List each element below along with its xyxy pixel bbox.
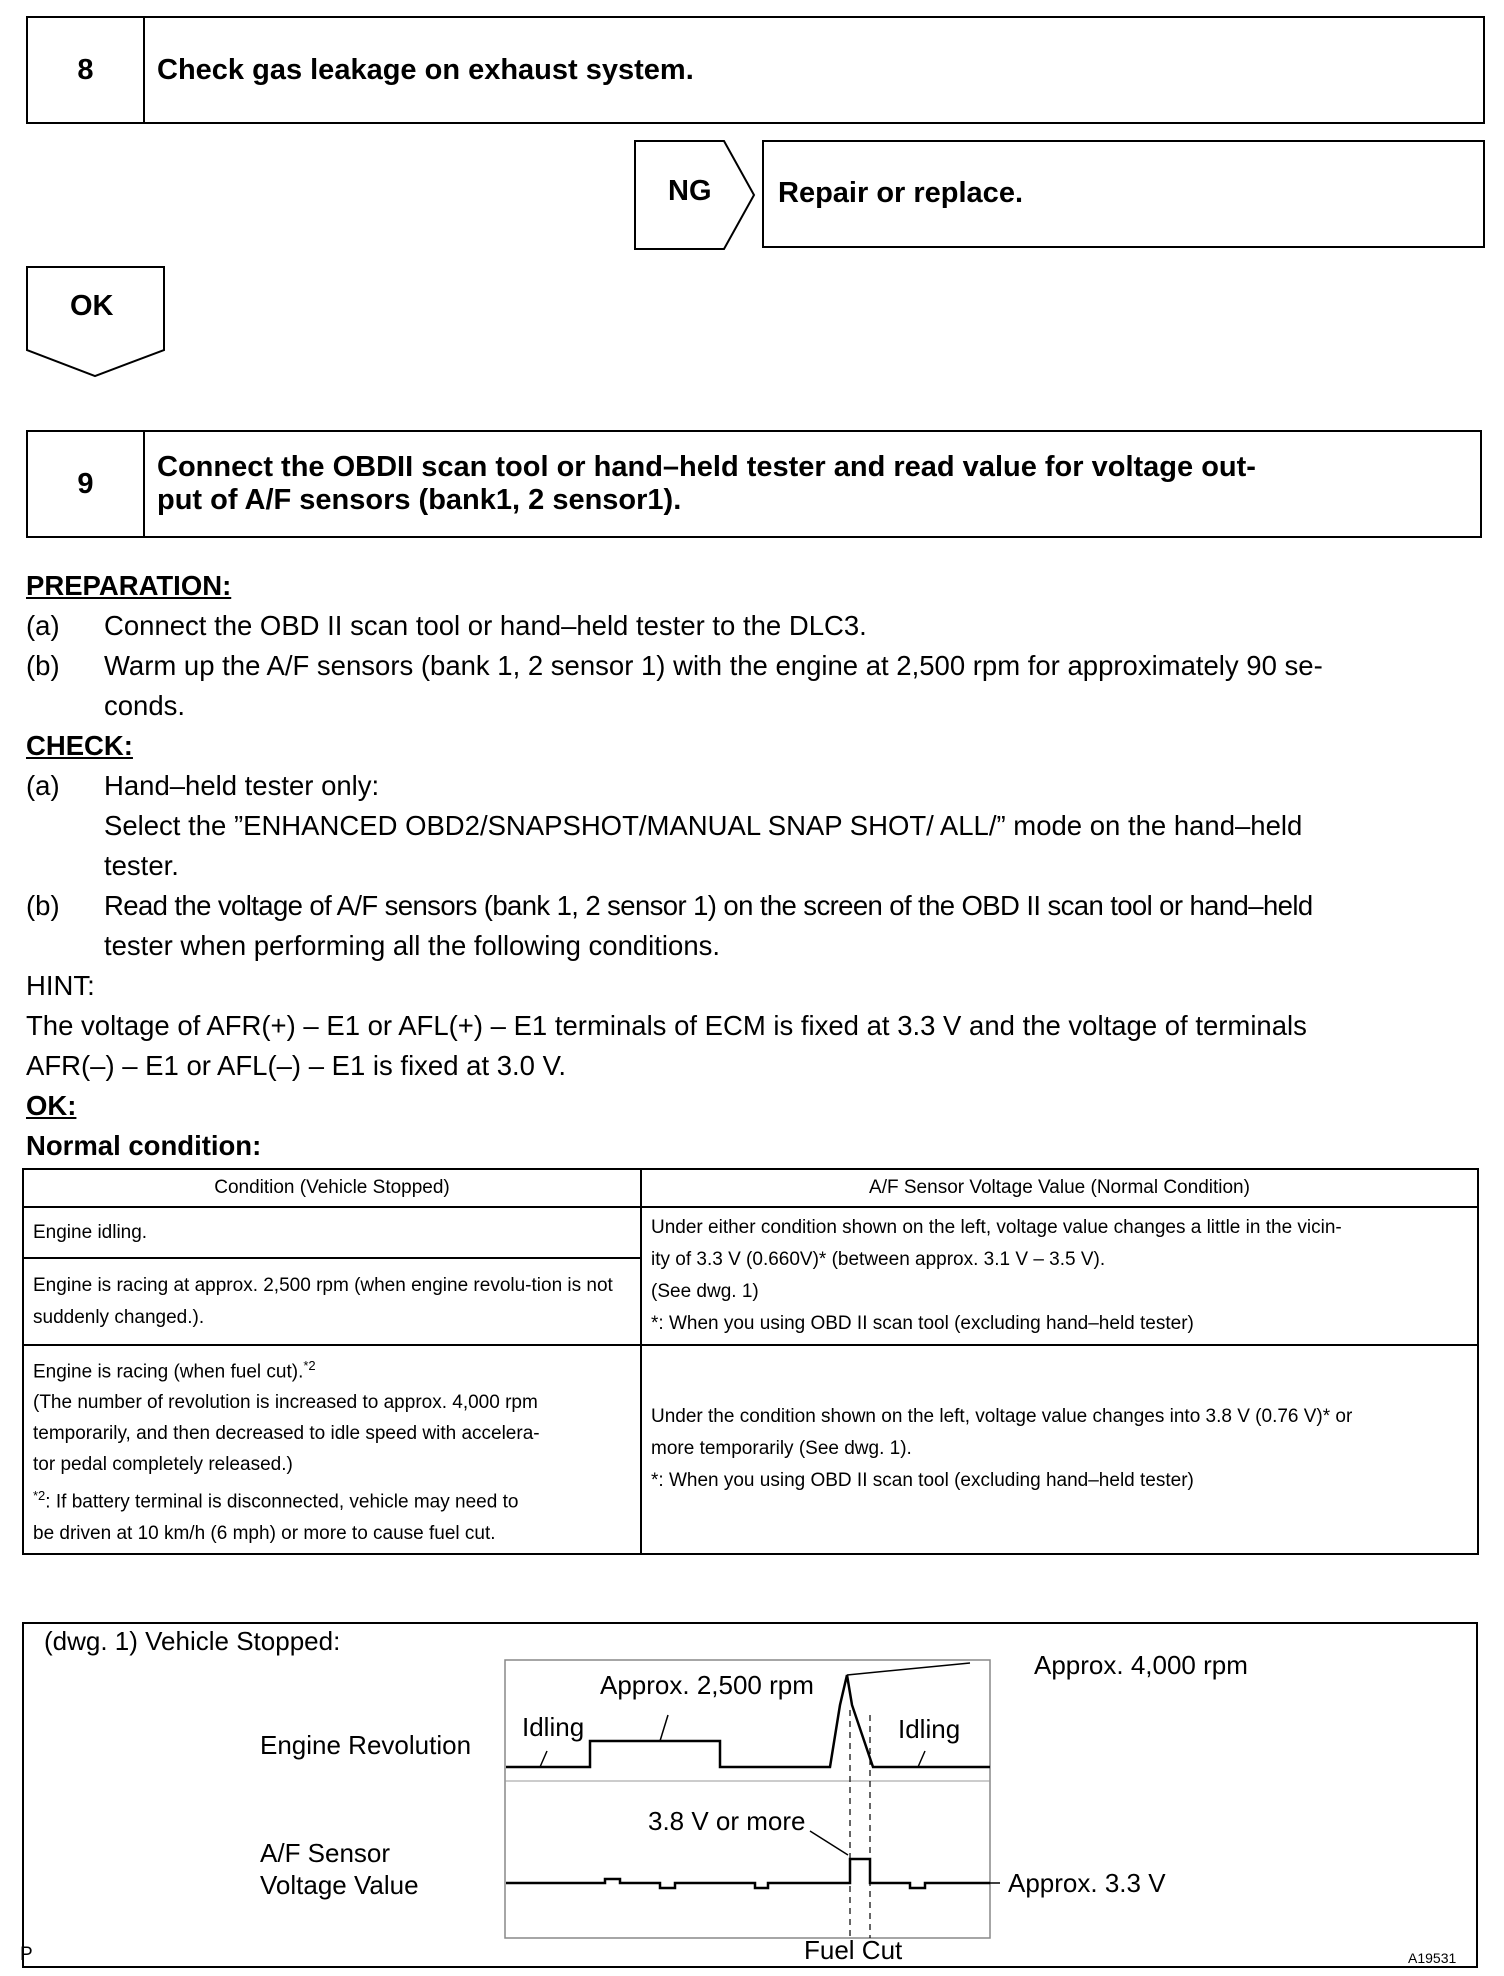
item-text — [104, 606, 1486, 646]
table-cell: Engine idling. — [23, 1207, 641, 1258]
fuel-cut-label: Fuel Cut — [804, 1935, 903, 1965]
engine-revolution-label: Engine Revolution — [260, 1730, 472, 1760]
step-number: 9 — [28, 432, 145, 536]
figure-id: A19531 — [1408, 1950, 1457, 1966]
preparation-heading: PREPARATION: — [26, 570, 232, 601]
check-item-b — [26, 886, 1486, 966]
cell-line: ity of 3.3 V (0.660V)* (between approx. 3.1 V – 3.5 V). — [651, 1249, 1106, 1270]
table-cell — [23, 1345, 641, 1554]
table-row — [23, 1345, 1478, 1554]
cell-line: Engine is racing (when fuel cut).$^{*2}$ — [33, 1358, 316, 1383]
step-8-header — [26, 16, 1485, 124]
instructions-body — [26, 566, 1486, 1166]
cell-line: Under either condition shown on the left, voltage value changes a little in the vicin- — [651, 1217, 1342, 1238]
normal-condition-heading: Normal condition: — [26, 1130, 262, 1161]
cell-line: Under the condition shown on the left, voltage value changes into 3.8 V (0.76 V)* or — [651, 1406, 1353, 1428]
item-label: (b) — [26, 890, 60, 921]
approx-4000-label: Approx. 4,000 rpm — [1034, 1650, 1248, 1680]
item-line: conds. — [104, 690, 186, 721]
item-line: Connect the OBD II scan tool or hand–held tester to the DLC3. — [104, 610, 867, 641]
step-title: Check gas leakage on exhaust system. — [157, 53, 694, 86]
footnote-mark: *2 — [303, 1358, 316, 1373]
cell-line: more temporarily (See dwg. 1). — [651, 1438, 912, 1460]
step-title-line-1: Connect the OBDII scan tool or hand–held tester and read value for voltage out- — [157, 451, 1256, 483]
corner-mark: P — [20, 1944, 33, 1965]
item-label: (a) — [26, 610, 60, 641]
cell-line: *: When you using OBD II scan tool (excluding hand–held tester) — [651, 1470, 1194, 1492]
preparation-item-a — [26, 606, 1486, 646]
item-line: Select the ”ENHANCED OBD2/SNAPSHOT/MANUAL SNAP SHOT/ ALL/” mode on the hand–held — [104, 810, 1303, 841]
table-row — [23, 1207, 1478, 1258]
hint-line-1: The voltage of AFR(+) – E1 or AFL(+) – E1 terminals of ECM is fixed at 3.3 V and the voltage of terminals — [26, 1010, 1307, 1041]
step-9-header — [26, 430, 1482, 538]
table-header-row — [23, 1169, 1478, 1207]
preparation-item-b — [26, 646, 1486, 726]
table-cell: Engine is racing at approx. 2,500 rpm (when engine revolu-tion is not suddenly changed.). — [23, 1258, 641, 1345]
af-sensor-label-line-1: A/F Sensor — [260, 1838, 391, 1868]
ok-heading: OK: — [26, 1090, 77, 1121]
item-text — [104, 766, 1486, 886]
ng-action-box — [762, 140, 1485, 248]
hint-line-2: AFR(–) – E1 or AFL(–) – E1 is fixed at 3.0 V. — [26, 1050, 567, 1081]
item-line: Warm up the A/F sensors (bank 1, 2 sensor 1) with the engine at 2,500 rpm for approximately 90 se- — [104, 650, 1323, 681]
item-label: (b) — [26, 650, 60, 681]
cell-line: tor pedal completely released.) — [33, 1454, 293, 1476]
figure-caption: (dwg. 1) Vehicle Stopped: — [44, 1626, 341, 1656]
cell-line: (The number of revolution is increased to approx. 4,000 rpm — [33, 1392, 538, 1414]
step-number: 8 — [28, 18, 145, 122]
item-line: tester. — [104, 850, 179, 881]
check-item-a — [26, 766, 1486, 886]
idling-left-label: Idling — [522, 1712, 585, 1742]
table-cell — [641, 1345, 1478, 1554]
table-cell — [641, 1207, 1478, 1345]
check-heading: CHECK: — [26, 730, 133, 761]
footnote-mark: *2 — [33, 1488, 46, 1504]
ok-label: OK — [70, 290, 114, 322]
approx-2500-label: Approx. 2,500 rpm — [600, 1670, 814, 1700]
ng-label: NG — [668, 175, 712, 207]
condition-table — [22, 1168, 1479, 1555]
v38-label: 3.8 V or more — [648, 1806, 806, 1836]
step-title-line-2: put of A/F sensors (bank1, 2 sensor1). — [157, 484, 682, 516]
item-line: Read the voltage of A/F sensors (bank 1, 2 sensor 1) on the screen of the OBD II scan tool or hand–held — [104, 890, 1313, 921]
item-text — [104, 646, 1486, 726]
af-voltage-trace — [506, 1859, 990, 1888]
cell-line: (See dwg. 1) — [651, 1281, 759, 1302]
approx-33-label: Approx. 3.3 V — [1008, 1868, 1166, 1898]
cell-line: be driven at 10 km/h (6 mph) or more to cause fuel cut. — [33, 1522, 496, 1544]
cell-line: $^{*2}$: If battery terminal is disconnected, vehicle may need to — [33, 1488, 519, 1513]
af-sensor-label-line-2: Voltage Value — [260, 1870, 419, 1900]
table-header-cell: A/F Sensor Voltage Value (Normal Condition) — [641, 1169, 1478, 1207]
ng-action-text: Repair or replace. — [778, 177, 1023, 209]
step-title — [145, 432, 1480, 536]
idling-right-label: Idling — [898, 1714, 961, 1744]
item-text — [104, 886, 1486, 966]
item-line: Hand–held tester only: — [104, 770, 380, 801]
item-label: (a) — [26, 770, 60, 801]
hint-heading: HINT: — [26, 970, 95, 1001]
item-line: tester when performing all the following conditions. — [104, 930, 721, 961]
cell-line: *: When you using OBD II scan tool (excluding hand–held tester) — [651, 1313, 1194, 1334]
table-header-cell: Condition (Vehicle Stopped) — [23, 1169, 641, 1207]
cell-line: temporarily, and then decreased to idle speed with accelera- — [33, 1423, 540, 1445]
